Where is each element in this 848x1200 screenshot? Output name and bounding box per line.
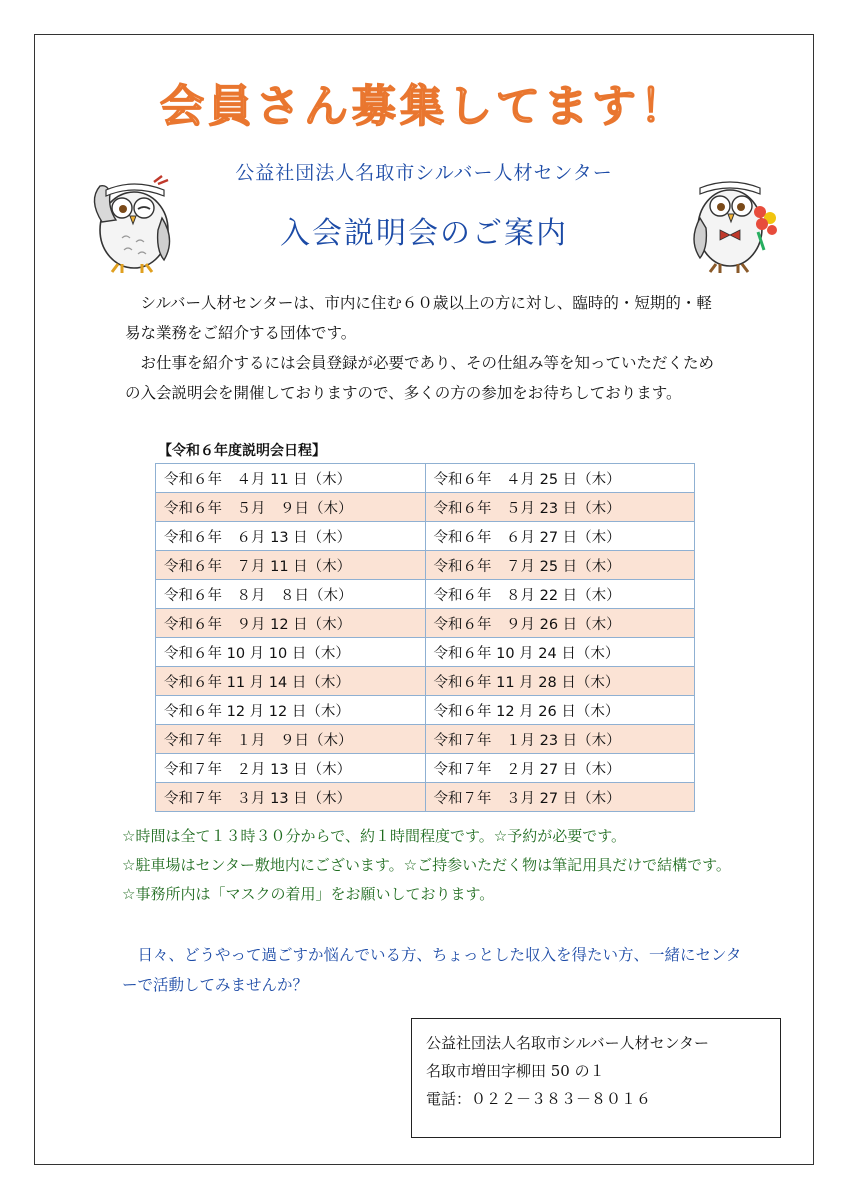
schedule-date: 令和６年 ６月 27 日（木） [425, 522, 695, 551]
notes-line: ☆時間は全て１３時３０分からで、約１時間程度です。☆予約が必要です。 [122, 827, 627, 845]
contact-phone: 電話：０２２－３８３－８０１６ [426, 1090, 652, 1108]
schedule-date: 令和６年 ７月 11 日（木） [156, 551, 426, 580]
schedule-date: 令和７年 １月 ９日（木） [156, 725, 426, 754]
table-row [156, 725, 695, 754]
owl-eye [134, 198, 154, 218]
schedule-date: 令和６年 ５月 ９日（木） [156, 493, 426, 522]
schedule-date: 令和７年 ３月 27 日（木） [425, 783, 695, 812]
schedule-date: 令和６年 12 月 12 日（木） [156, 696, 426, 725]
schedule-date: 令和６年 12 月 26 日（木） [425, 696, 695, 725]
intro-text [125, 288, 725, 408]
contact-address: 名取市増田字柳田 50 の１ [426, 1062, 605, 1080]
contact-organization: 公益社団法人名取市シルバー人材センター [426, 1034, 709, 1052]
contact-box [411, 1018, 781, 1138]
schedule-date: 令和６年 ６月 13 日（木） [156, 522, 426, 551]
organization-title: 公益社団法人名取市シルバー人材センター [235, 162, 613, 184]
briefing-session-title: 入会説明会のご案内 [280, 216, 568, 251]
schedule-date: 令和６年 ８月 22 日（木） [425, 580, 695, 609]
owl-mascot-right [682, 160, 786, 276]
table-row [156, 783, 695, 812]
schedule-date: 令和６年 ９月 26 日（木） [425, 609, 695, 638]
schedule-date: 令和６年 ４月 25 日（木） [425, 464, 695, 493]
schedule-date: 令和６年 ７月 25 日（木） [425, 551, 695, 580]
table-row [156, 754, 695, 783]
schedule-date: 令和６年 11 月 28 日（木） [425, 667, 695, 696]
notes-line: ☆駐車場はセンター敷地内にございます。☆ご持参いただく物は筆記用具だけで結構です。☆事務所内は「マスクの着用」をお願いしております。 [122, 856, 731, 903]
schedule-date: 令和７年 １月 23 日（木） [425, 725, 695, 754]
table-row [156, 638, 695, 667]
schedule-table [155, 463, 695, 812]
schedule-date: 令和７年 ２月 27 日（木） [425, 754, 695, 783]
notes-text [122, 822, 742, 909]
schedule-date: 令和６年 ８月 ８日（木） [156, 580, 426, 609]
table-row [156, 464, 695, 493]
invitation-text [122, 940, 742, 1000]
owl-body [698, 190, 762, 266]
table-row [156, 696, 695, 725]
page-title: 会員さん募集してます！ [160, 81, 688, 132]
schedule-date: 令和７年 ３月 13 日（木） [156, 783, 426, 812]
intro-paragraph: お仕事を紹介するには会員登録が必要であり、その仕組み等を知っていただくための入会説明会を開催しておりますので、多くの方の参加をお待ちしております。 [125, 354, 715, 402]
schedule-date: 令和６年 11 月 14 日（木） [156, 667, 426, 696]
schedule-caption: 【令和６年度説明会日程】 [158, 443, 326, 459]
table-row [156, 667, 695, 696]
schedule-date: 令和６年 ９月 12 日（木） [156, 609, 426, 638]
table-row [156, 493, 695, 522]
table-row [156, 580, 695, 609]
schedule-date: 令和６年 ５月 23 日（木） [425, 493, 695, 522]
invitation-paragraph: 日々、どうやって過ごすか悩んでいる方、ちょっとした収入を得たい方、一緒にセンターで活動してみませんか？ [122, 946, 742, 994]
schedule-date: 令和６年 ４月 11 日（木） [156, 464, 426, 493]
table-row [156, 522, 695, 551]
schedule-date: 令和７年 ２月 13 日（木） [156, 754, 426, 783]
schedule-date: 令和６年 10 月 10 日（木） [156, 638, 426, 667]
table-row [156, 609, 695, 638]
intro-paragraph: シルバー人材センターは、市内に住む６０歳以上の方に対し、臨時的・短期的・軽易な業務をご紹介する団体です。 [125, 294, 712, 342]
schedule-date: 令和６年 10 月 24 日（木） [425, 638, 695, 667]
owl-mascot-left [78, 160, 182, 276]
table-row [156, 551, 695, 580]
